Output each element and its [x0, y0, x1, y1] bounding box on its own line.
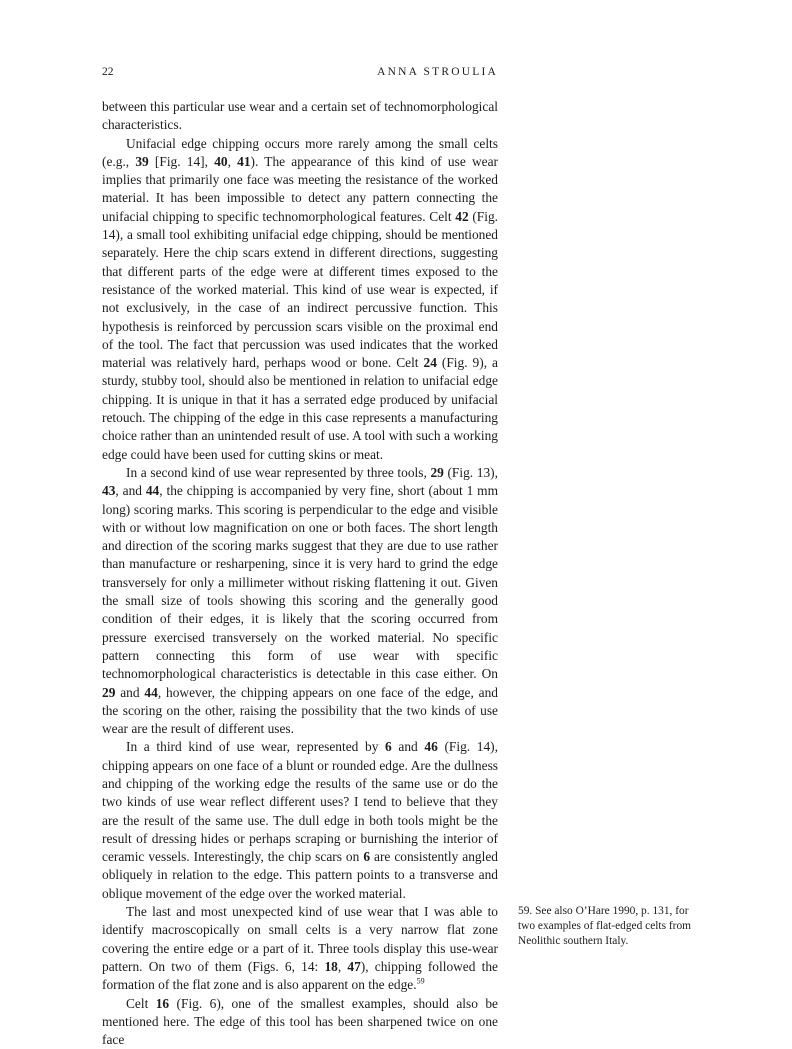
catalog-number: 29 [102, 684, 116, 700]
catalog-number: 39 [135, 153, 149, 169]
catalog-number: 6 [363, 849, 371, 865]
text-run: between this particular use wear and a certain set of technomorphological characteristics. [102, 99, 498, 133]
text-run: , and [115, 483, 146, 499]
catalog-number: 16 [155, 995, 170, 1011]
text-run: (Fig. 13), [443, 464, 498, 480]
page-number: 22 [102, 66, 114, 78]
catalog-number: 24 [423, 355, 437, 371]
paragraph [102, 995, 498, 1049]
text-run: ), chipping followed the formation of the flat zone and is also apparent on the edge. [102, 958, 498, 993]
footnote-59: 59. See also O’Hare 1990, p. 131, for two examples of flat-edged celts from Neolithic southern Italy. [518, 905, 692, 948]
text-run: , [337, 958, 348, 974]
text-run: are consistently angled obliquely in relation to the edge. This pattern points to a transverse and oblique movement of the edge over the worked material. [102, 849, 498, 901]
footnote-ref: 59 [416, 976, 425, 986]
text-run: (Fig. 14), chipping appears on one face of a blunt or rounded edge. Are the dullness and chipping of the working edge the results of the same use or do the two kinds of use wear reflect different uses? I tend to believe that they are the result of the same use. The dull edge in both tools might be the result of dressing hides or perhaps scraping or burnishing the interior of ceramic vessels. Interestingly, the chip scars on [102, 739, 498, 865]
catalog-number: 46 [424, 739, 438, 755]
text-run: , however, the chipping appears on one face of the edge, and the scoring on the other, raising the possibility that the two kinds of use wear are the result of different uses. [102, 684, 498, 737]
body-text [102, 98, 498, 1049]
text-run: and [391, 739, 425, 755]
text-run: In a third kind of use wear, represented by [126, 739, 386, 755]
catalog-number: 41 [237, 153, 251, 169]
catalog-number: 44 [144, 684, 158, 700]
catalog-number: 44 [145, 483, 160, 499]
text-run: In a second kind of use wear represented by three tools, [126, 464, 431, 480]
catalog-number: 47 [347, 958, 361, 974]
text-run: [Fig. 14], [148, 153, 215, 169]
text-run: (Fig. 14), a small tool exhibiting unifacial edge chipping, should be mentioned separately. Here the chip scars extend in different directions, suggesting that different parts of the edge were at different times exposed to the resistance of the worked material. This kind of use wear is expected, if not exclusively, in the case of an indirect percussive function. This hypothesis is reinforced by percussion scars visible on the proximal end of the tool. The fact that percussion was used indicates that the worked material was relatively hard, perhaps wood or bone. Celt [102, 208, 498, 371]
text-run: , [227, 153, 238, 169]
text-run: Celt [126, 995, 156, 1011]
catalog-number: 42 [455, 208, 469, 224]
text-run: ). The appearance of this kind of use wear implies that primarily one face was meeting the resistance of the worked material. It has been impossible to detect any pattern connecting the unifacial chipping to specific technomorphological features. Celt [102, 153, 498, 224]
text-run: (Fig. 9), a sturdy, stubby tool, should also be mentioned in relation to unifacial edge chipping. It is unique in that it has a serrated edge produced by unifacial retouch. The chipping of the edge in this case represents a manufacturing choice rather than an unintended result of use. A tool with such a working edge could have been used for cutting skins or meat. [102, 355, 498, 462]
text-run: (Fig. 6), one of the smallest examples, should also be mentioned here. The edge of this tool has been sharpened twice on one face [102, 995, 498, 1048]
catalog-number: 29 [430, 464, 444, 480]
paragraph [102, 903, 498, 994]
catalog-number: 40 [214, 153, 228, 169]
paragraph [102, 135, 498, 464]
text-run: , the chipping is accompanied by very fine, short (about 1 mm long) scoring marks. This scoring is perpendicular to the edge and visible with or without low magnification on one or both faces. The short length and direction of the scoring marks suggest that they are due to use rather than manufacture or resharpening, since it is very hard to grind the edge transversely for only a millimeter without risking flattening it out. Given the small size of tools showing this scoring and the generally good condition of their edges, it is likely that the scoring occurred from pressure exercised transversely on the worked material. No specific pattern connecting this form of use wear with specific technomorphological characteristics is detectable in this case either. On [102, 483, 498, 682]
text-run: The last and most unexpected kind of use wear that I was able to identify macroscopically on small celts is a very narrow flat zone covering the entire edge or a part of it. Three tools display this use-wear pattern. On two of them (Figs. 6, 14: [102, 904, 498, 974]
text-run: and [115, 684, 145, 700]
text-run: Unifacial edge chipping occurs more rarely among the small celts (e.g., [102, 135, 498, 169]
catalog-number: 43 [102, 483, 116, 499]
paragraph [102, 98, 498, 135]
catalog-number: 18 [324, 958, 338, 974]
running-head: ANNA STROULIA [377, 66, 498, 78]
paragraph [102, 738, 498, 903]
catalog-number: 6 [385, 739, 392, 755]
page-header [102, 66, 498, 84]
paragraph [102, 464, 498, 738]
